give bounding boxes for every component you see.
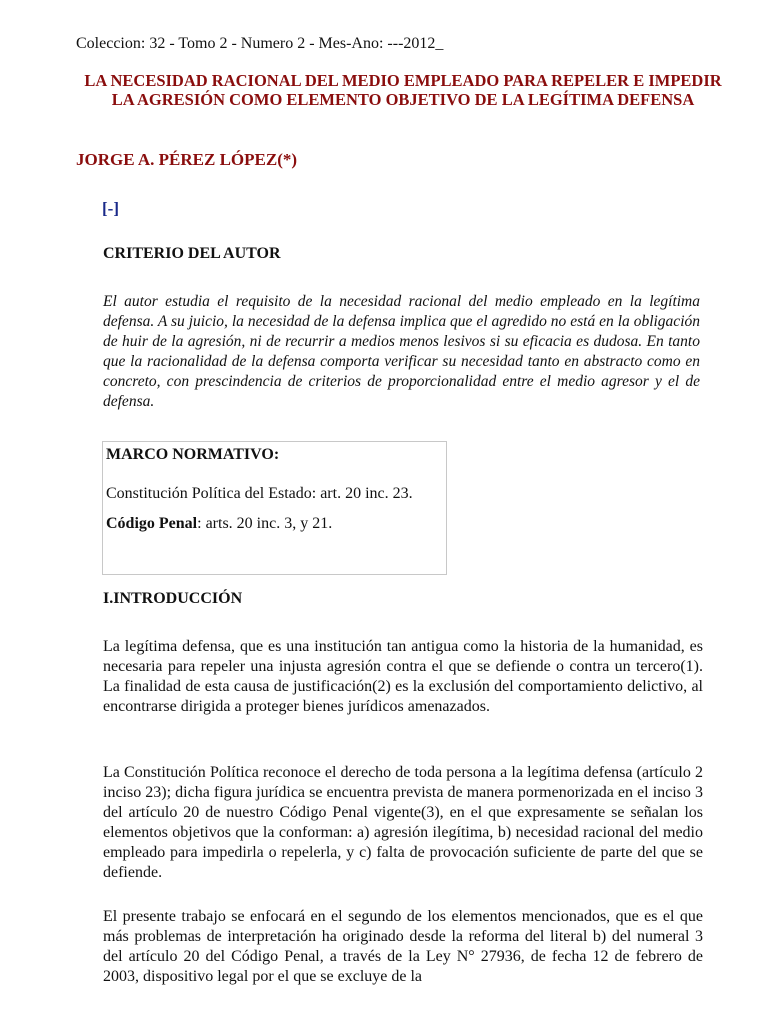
- introduction-heading: I.INTRODUCCIÓN: [103, 590, 243, 607]
- marco-heading: MARCO NORMATIVO:: [106, 446, 280, 463]
- marco-normativo-box: [102, 441, 447, 575]
- collapse-toggle-link[interactable]: [-]: [102, 199, 119, 218]
- codigo-penal-label: Código Penal: [106, 515, 198, 532]
- intro-paragraph-1: La legítima defensa, que es una institución tan antigua como la historia de la humanidad, es necesaria para repeler una injusta agresión contra el que se defiende o contra un tercero(1). La finalidad de esta causa de justificación(2) es la exclusión del comportamiento delictivo, al encontrarse dirigida a proteger bienes jurídicos amenazados.: [103, 638, 703, 715]
- codigo-penal-articles: : arts. 20 inc. 3, y 21.: [197, 515, 333, 532]
- codigo-penal-reference: [106, 515, 443, 533]
- constitucion-reference: Constitución Política del Estado: art. 20 inc. 23.: [106, 485, 413, 502]
- intro-paragraph-2: La Constitución Política reconoce el derecho de toda persona a la legítima defensa (artículo 2 inciso 23); dicha figura jurídica se encuentra prevista de manera pormenorizada en el inciso 3 del artículo 20 de nuestro Código Penal vigente(3), en el que expresamente se señalan los elementos objetivos que la conforman: a) agresión ilegítima, b) necesidad racional del medio empleado para impedirla o repelerla, y c) falta de provocación suficiente de parte del que se defiende.: [103, 764, 703, 881]
- author-criterion-text: El autor estudia el requisito de la necesidad racional del medio empleado en la legítima defensa. A su juicio, la necesidad de la defensa implica que el agredido no está en la obligación de huir de la agresión, ni de recurrir a medios menos lesivos si su eficacia es dudosa. En tanto que la racionalidad de la defensa comporta verificar su necesidad tanto en abstracto como en concreto, con prescindencia de criterios de proporcionalidad entre el medio agresor y el de defensa.: [103, 293, 700, 410]
- author-name: JORGE A. PÉREZ LÓPEZ(*): [76, 150, 298, 169]
- criterio-heading: CRITERIO DEL AUTOR: [103, 245, 281, 262]
- article-title: LA NECESIDAD RACIONAL DEL MEDIO EMPLEADO PARA REPELER E IMPEDIR LA AGRESIÓN COMO ELEMENTO OBJETIVO DE LA LEGÍTIMA DEFENSA: [84, 71, 722, 109]
- intro-paragraph-3: El presente trabajo se enfocará en el segundo de los elementos mencionados, que es el que más problemas de interpretación ha originado desde la reforma del literal b) del numeral 3 del artículo 20 del Código Penal, a través de la Ley N° 27936, de fecha 12 de febrero de 2003, dispositivo legal por el que se excluye de la: [103, 908, 703, 985]
- collection-header: Coleccion: 32 - Tomo 2 - Numero 2 - Mes-Ano: ---2012_: [76, 35, 444, 52]
